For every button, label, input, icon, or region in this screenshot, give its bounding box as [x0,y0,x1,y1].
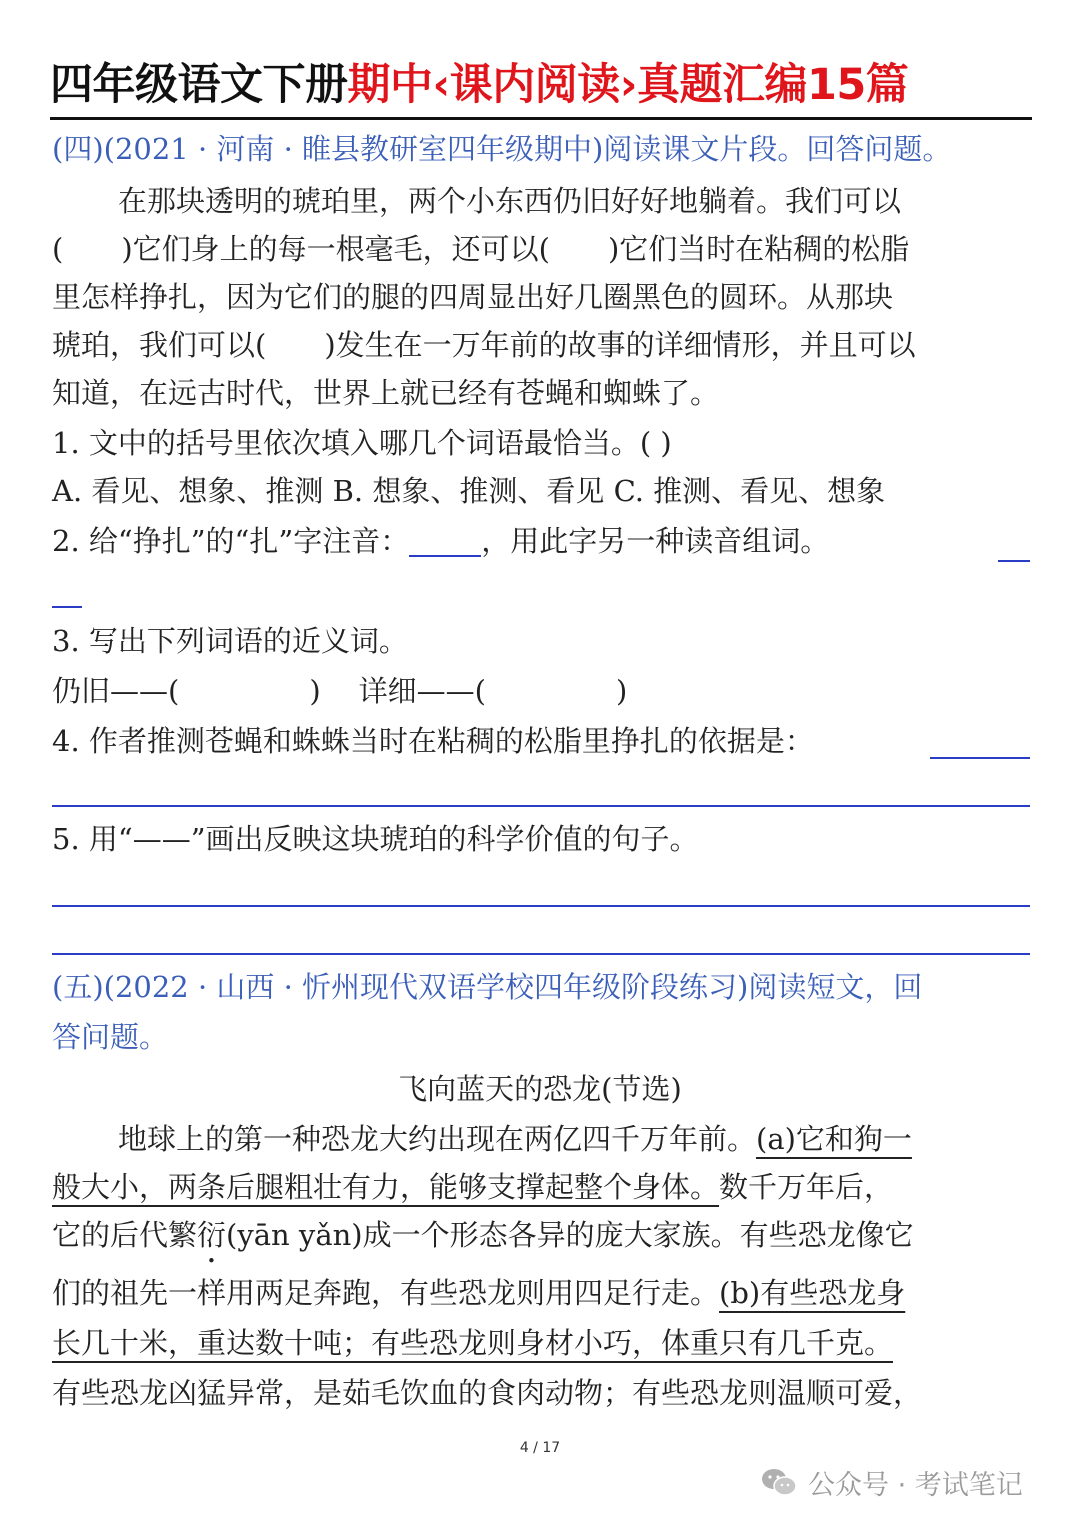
answer-line[interactable] [52,953,1030,955]
watermark-text: 公众号 · 考试笔记 [808,1469,1023,1501]
section5-source: (五)(2022 · 山西 · 忻州现代双语学校四年级阶段练习)阅读短文，回 [52,970,923,1004]
underlined-sentence-b: (b)有些恐龙身 [719,1276,906,1310]
underlined-sentence-a: (a)它和狗一 [756,1122,912,1156]
underlined-sentence-b: 长几十米，重达数十吨；有些恐龙则身材小巧，体重只有几千克。 [52,1326,894,1360]
answer-blank[interactable] [409,525,481,557]
question-3: 3. 写出下列词语的近义词。 [52,624,408,658]
section4-source: (四)(2021 · 河南 · 睢县教研室四年级期中)阅读课文片段。回答问题。 [52,132,952,166]
answer-line[interactable] [52,805,1030,807]
page-number: 4 / 17 [519,1440,561,1456]
passage-line: 知道，在远古时代，世界上就已经有苍蝇和蜘蛛了。 [52,376,720,410]
article-line: 它的后代繁衍(yān yǎn)成一个形态各异的庞大家族。有些恐龙像它 [52,1218,914,1252]
title-underline [50,117,1032,120]
answer-line[interactable] [930,757,1030,759]
passage-line: 里怎样挣扎，因为它们的腿的四周显出好几圈黑色的圆环。从那块 [52,280,894,314]
question-4: 4. 作者推测苍蝇和蛛蛛当时在粘稠的松脂里挣扎的依据是： [52,724,814,758]
page-title [50,55,1040,115]
title-red-part: 期中‹课内阅读›真题汇编15篇 [347,60,909,110]
article-line: 有些恐龙凶猛异常，是茹毛饮血的食肉动物；有些恐龙则温顺可爱， [52,1376,923,1410]
dotted-character: 衍 [197,1218,227,1252]
question-3-words: 仍旧——( ) 详细——( ) [52,674,628,708]
answer-line[interactable] [52,905,1030,907]
passage-line: ( )它们身上的每一根毫毛，还可以( )它们当时在粘稠的松脂 [52,232,910,266]
passage-line: 在那块透明的琥珀里，两个小东西仍旧好好地躺着。我们可以 [118,184,902,218]
passage-line: 琥珀，我们可以( )发生在一万年前的故事的详细情形，并且可以 [52,328,916,362]
question-5: 5. 用“——”画出反映这块琥珀的科学价值的句子。 [52,822,699,856]
section5-source: 答问题。 [52,1020,169,1054]
wechat-icon [760,1466,798,1498]
question-2: 2. 给“挣扎”的“扎”字注音： ，用此字另一种读音组词。 [52,524,830,558]
question-1: 1. 文中的括号里依次填入哪几个词语最恰当。( ) [52,426,672,460]
article-line [52,1320,1032,1366]
answer-blank[interactable] [998,560,1030,562]
watermark [760,1462,1023,1502]
question-1-options: A. 看见、想象、推测 B. 想象、推测、看见 C. 推测、看见、想象 [52,474,886,508]
title-black-part: 四年级语文下册 [50,60,348,110]
underlined-sentence-a: 般大小，两条后腿粗壮有力，能够支撑起整个身体。 [52,1170,720,1204]
article-line: 地球上的第一种恐龙大约出现在两亿四千万年前。(a)它和狗一 [118,1122,912,1156]
article-title: 飞向蓝天的恐龙(节选) [398,1072,682,1106]
article-line: 们的祖先一样用两足奔跑，有些恐龙则用四足行走。(b)有些恐龙身 [52,1276,906,1310]
answer-blank[interactable] [52,606,82,608]
article-line: 般大小，两条后腿粗壮有力，能够支撑起整个身体。数千万年后， [52,1170,894,1204]
